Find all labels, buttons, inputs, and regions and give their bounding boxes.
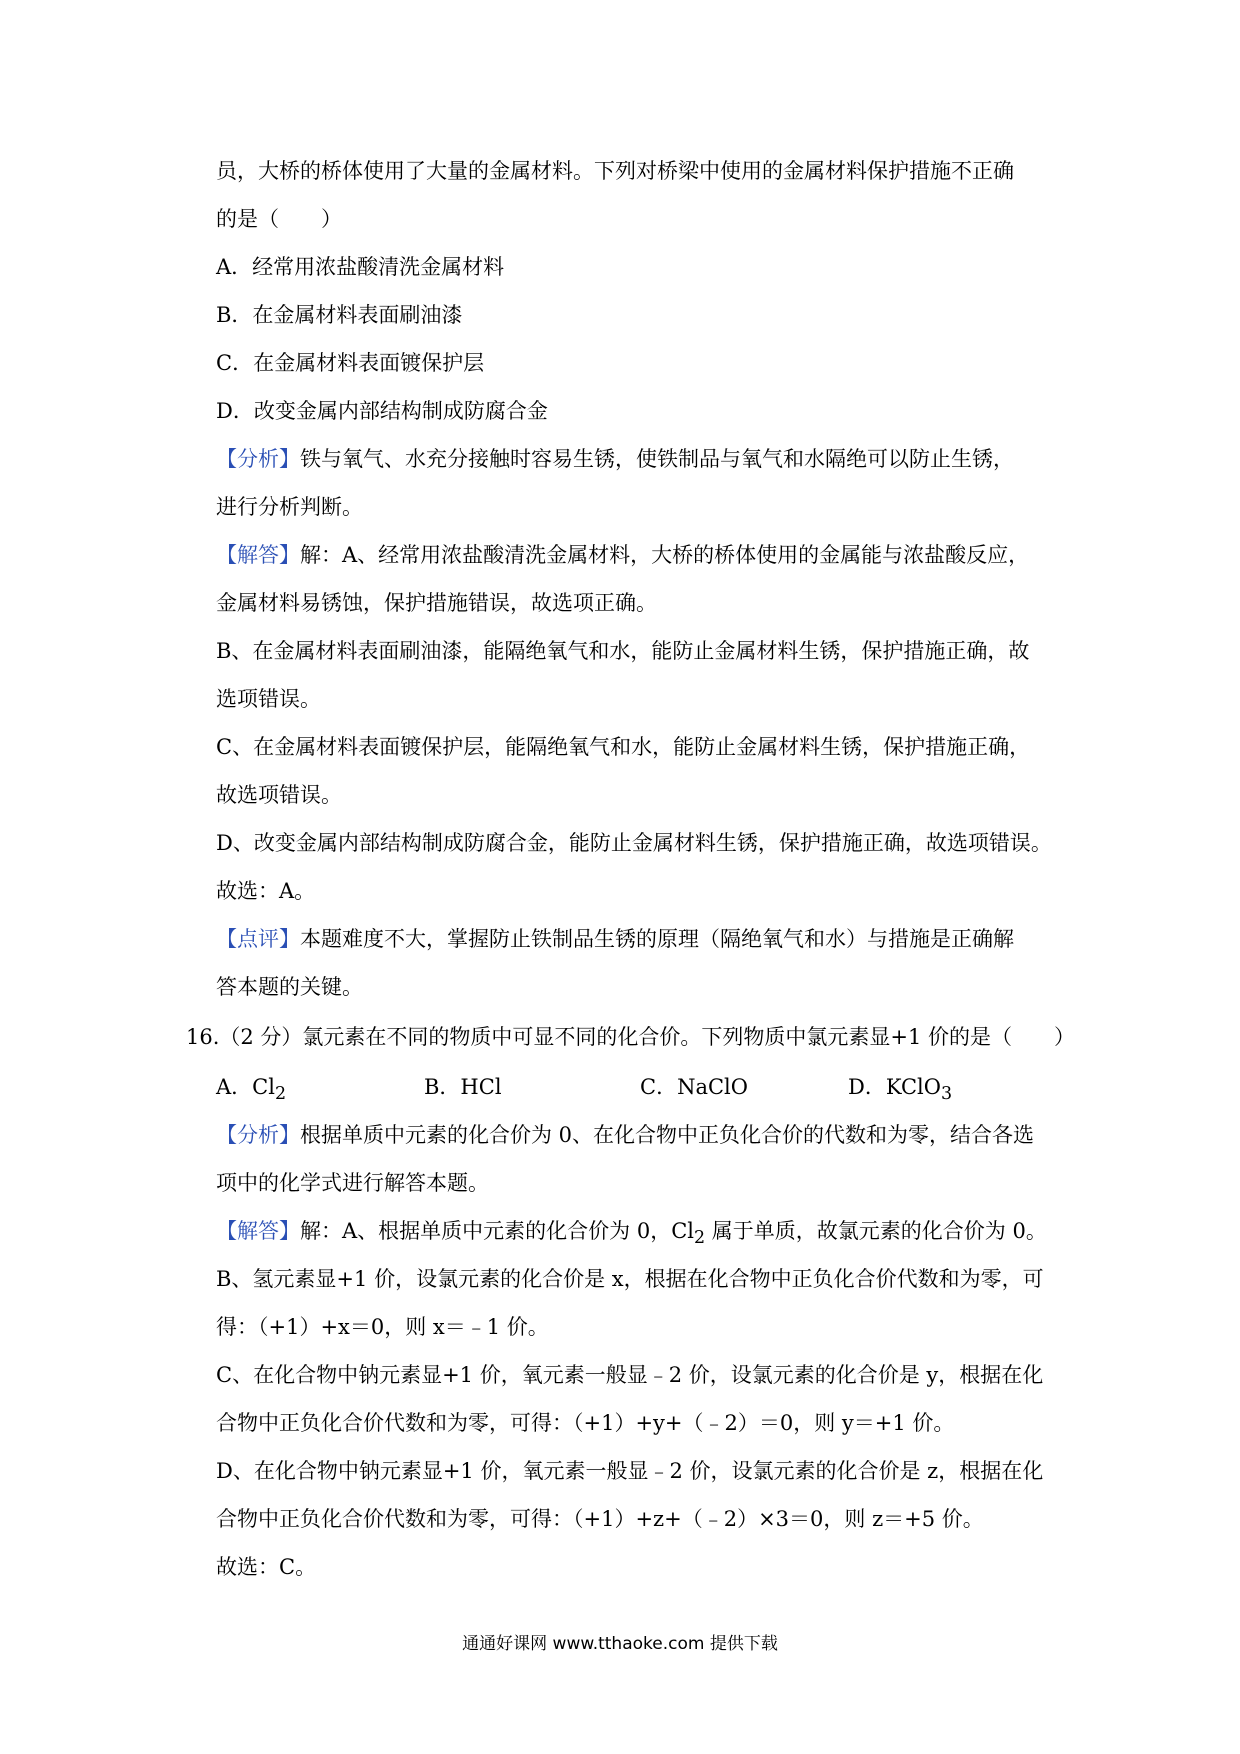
q16-analysis-line: 项中的化学式进行解答本题。 xyxy=(216,1171,489,1195)
q15-stem-line: 的是（ ） xyxy=(216,207,342,231)
page-footer: 通通好课网 www.tthaoke.com 提供下载 xyxy=(462,1634,778,1654)
q15-answer xyxy=(216,540,1056,570)
answer-tag: 【解答】 xyxy=(216,1219,300,1243)
comment-tag: 【点评】 xyxy=(216,927,300,951)
q16-answer-line: B、氢元素显+1 价，设氯元素的化合价是 x，根据在化合物中正负化合价代数和为零，可 xyxy=(216,1267,1044,1291)
q15-analysis-line: 进行分析判断。 xyxy=(216,495,363,519)
q16-answer-choice: 故选：C。 xyxy=(216,1555,317,1579)
q16-answer-line: 合物中正负化合价代数和为零，可得：（+1）+z+（﹣2）×3＝0，则 z＝+5 价。 xyxy=(216,1507,984,1531)
answer-text: 解：A、经常用浓盐酸清洗金属材料，大桥的桥体使用的金属能与浓盐酸反应， xyxy=(300,543,1030,567)
q15-answer-line: 金属材料易锈蚀，保护措施错误，故选项正确。 xyxy=(216,591,657,615)
q15-answer-line: D、改变金属内部结构制成防腐合金，能防止金属材料生锈，保护措施正确，故选项错误。 xyxy=(216,831,1052,855)
q15-stem-line: 员，大桥的桥体使用了大量的金属材料。下列对桥梁中使用的金属材料保护措施不正确 xyxy=(216,159,1014,183)
analysis-tag: 【分析】 xyxy=(216,447,300,471)
q15-comment xyxy=(216,924,1056,954)
q16-option-b: B．HCl xyxy=(424,1075,502,1099)
q16-stem: 16.（2 分）氯元素在不同的物质中可显不同的化合价。下列物质中氯元素显+1 价的是（ ） xyxy=(186,1025,1076,1049)
q15-answer-line: 选项错误。 xyxy=(216,687,321,711)
q15-answer-line: B、在金属材料表面刷油漆，能隔绝氧气和水，能防止金属材料生锈，保护措施正确，故 xyxy=(216,639,1030,663)
q16-option-d: D．KClO$_3$ xyxy=(848,1075,953,1105)
q15-answer-line: 故选项错误。 xyxy=(216,783,342,807)
q15-analysis xyxy=(216,444,1056,474)
q16-answer-line: C、在化合物中钠元素显+1 价，氧元素一般显﹣2 价，设氯元素的化合价是 y，根据在化 xyxy=(216,1363,1044,1387)
q15-option-b: B．在金属材料表面刷油漆 xyxy=(216,303,463,327)
analysis-tag: 【分析】 xyxy=(216,1123,300,1147)
q16-option-a: A．$Cl_2$ xyxy=(216,1075,287,1105)
comment-text: 本题难度不大，掌握防止铁制品生锈的原理（隔绝氧气和水）与措施是正确解 xyxy=(300,927,1014,951)
q15-option-a: A．经常用浓盐酸清洗金属材料 xyxy=(216,255,505,279)
q15-comment-line: 答本题的关键。 xyxy=(216,975,363,999)
q15-answer-choice: 故选：A。 xyxy=(216,879,316,903)
q16-answer: 【解答】解：A、根据单质中元素的化合价为 0，$Cl_2$ 属于单质，故氯元素的化合价为 0。 xyxy=(216,1219,1047,1249)
q15-option-d: D．改变金属内部结构制成防腐合金 xyxy=(216,399,548,423)
q16-answer-line: D、在化合物中钠元素显+1 价，氧元素一般显﹣2 价，设氯元素的化合价是 z，根据在化 xyxy=(216,1459,1044,1483)
q16-option-c: C．NaClO xyxy=(640,1075,748,1099)
q16-answer-line: 合物中正负化合价代数和为零，可得：（+1）+y+（﹣2）＝0，则 y＝+1 价。 xyxy=(216,1411,955,1435)
q15-option-c: C．在金属材料表面镀保护层 xyxy=(216,351,485,375)
q15-answer-line: C、在金属材料表面镀保护层，能隔绝氧气和水，能防止金属材料生锈，保护措施正确， xyxy=(216,735,1031,759)
analysis-text: 根据单质中元素的化合价为 0、在化合物中正负化合价的代数和为零，结合各选 xyxy=(300,1123,1035,1147)
analysis-text: 铁与氧气、水充分接触时容易生锈，使铁制品与氧气和水隔绝可以防止生锈， xyxy=(300,447,1014,471)
answer-tag: 【解答】 xyxy=(216,543,300,567)
q16-analysis xyxy=(216,1120,1056,1150)
q16-answer-line: 得：（+1）+x＝0，则 x＝﹣1 价。 xyxy=(216,1315,549,1339)
